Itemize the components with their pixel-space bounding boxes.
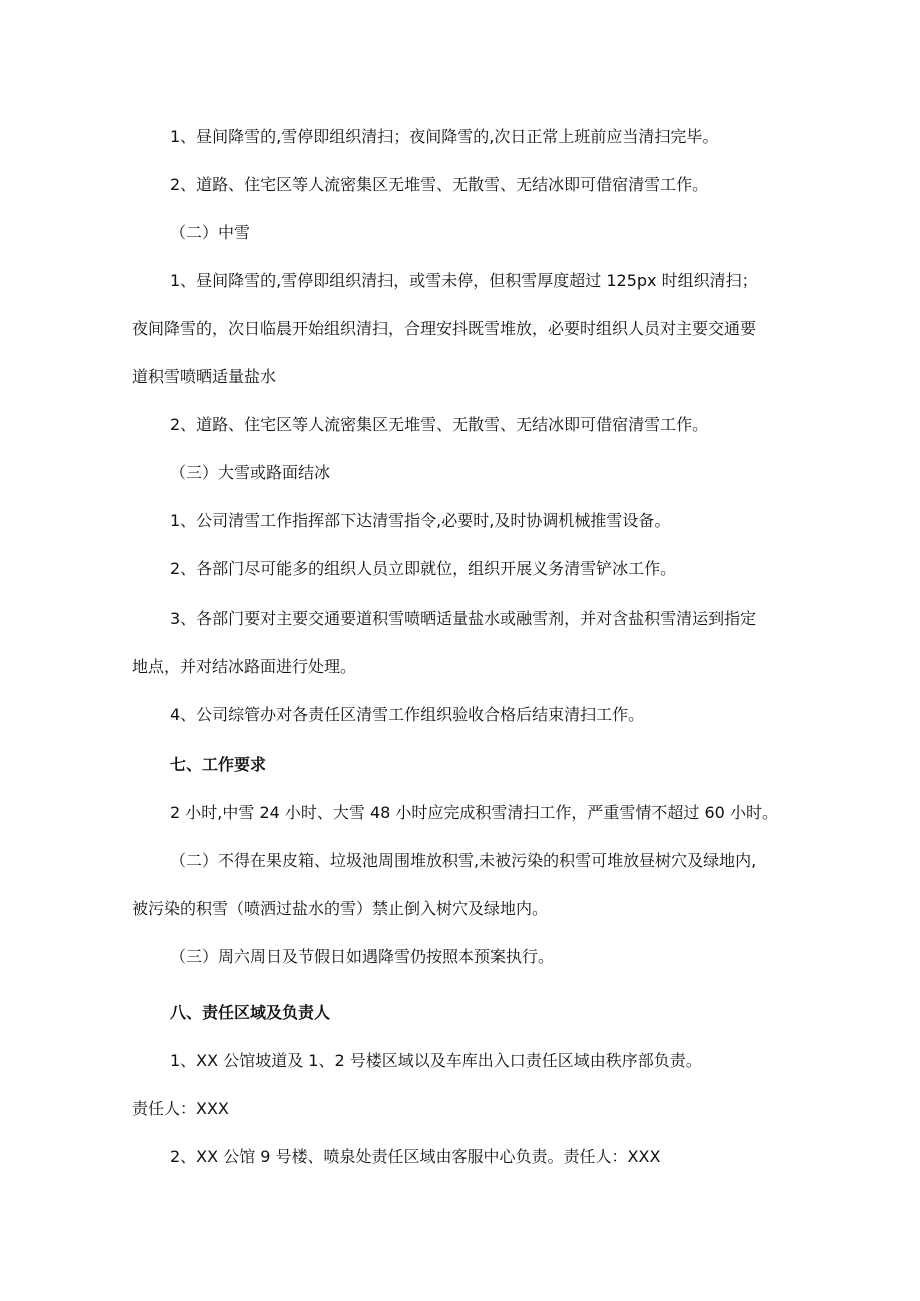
paragraph-moderate-snow-item-2: 2、道路、住宅区等人流密集区无堆雪、无散雪、无结冰即可借宿清雪工作。 xyxy=(170,415,709,434)
paragraph-moderate-snow-item-1-line-3: 道积雪喷晒适量盐水 xyxy=(132,367,277,386)
paragraph-heavy-snow-item-3-line-1: 3、各部门要对主要交通要道积雪喷晒适量盐水或融雪剂，并对含盐积雪清运到指定 xyxy=(170,609,757,628)
paragraph-heavy-snow-item-3-line-2: 地点，并对结冰路面进行处理。 xyxy=(132,657,357,676)
paragraph-responsibility-item-1: 1、XX 公馆坡道及 1、2 号楼区域以及车库出入口责任区域由秩序部负责。 xyxy=(170,1051,702,1070)
paragraph-requirements-item-2-line-2: 被污染的积雪（喷洒过盐水的雪）禁止倒入树穴及绿地内。 xyxy=(132,899,549,918)
section-heading-responsibility-areas: 八、责任区域及负责人 xyxy=(170,1003,331,1022)
paragraph-requirements-item-3: （三）周六周日及节假日如遇降雪仍按照本预案执行。 xyxy=(170,947,555,966)
paragraph-heavy-snow-item-2: 2、各部门尽可能多的组织人员立即就位，组织开展义务清雪铲冰工作。 xyxy=(170,559,677,578)
paragraph-requirements-item-2-line-1: （二）不得在果皮箱、垃圾池周围堆放积雪,未被污染的积雪可堆放昼树穴及绿地内, xyxy=(170,851,757,870)
subheading-moderate-snow: （二）中雪 xyxy=(170,223,251,242)
paragraph-light-snow-item-2: 2、道路、住宅区等人流密集区无堆雪、无散雪、无结冰即可借宿清雪工作。 xyxy=(170,175,709,194)
paragraph-heavy-snow-item-4: 4、公司综管办对各责任区清雪工作组织验收合格后结束清扫工作。 xyxy=(170,705,645,724)
paragraph-requirements-item-1: 2 小时,中雪 24 小时、大雪 48 小时应完成积雪清扫工作，严重雪情不超过 60 小时。 xyxy=(170,803,778,822)
paragraph-moderate-snow-item-1-line-1: 1、昼间降雪的,雪停即组织清扫，或雪未停，但积雪厚度超过 125px 时组织清扫； xyxy=(170,271,758,290)
paragraph-responsibility-item-2: 2、XX 公馆 9 号楼、喷泉处责任区域由客服中心负责。责任人：XXX xyxy=(170,1147,661,1166)
paragraph-responsible-person-1: 责任人：XXX xyxy=(132,1099,229,1118)
paragraph-moderate-snow-item-1-line-2: 夜间降雪的，次日临晨开始组织清扫，合理安抖既雪堆放，必要时组织人员对主要交通要 xyxy=(132,319,757,338)
paragraph-light-snow-item-1: 1、昼间降雪的,雪停即组织清扫；夜间降雪的,次日正常上班前应当清扫完毕。 xyxy=(170,127,719,146)
subheading-heavy-snow: （三）大雪或路面结冰 xyxy=(170,463,331,482)
paragraph-heavy-snow-item-1: 1、公司清雪工作指挥部下达清雪指令,必要时,及时协调机械推雪设备。 xyxy=(170,511,671,530)
section-heading-work-requirements: 七、工作要求 xyxy=(170,755,267,774)
